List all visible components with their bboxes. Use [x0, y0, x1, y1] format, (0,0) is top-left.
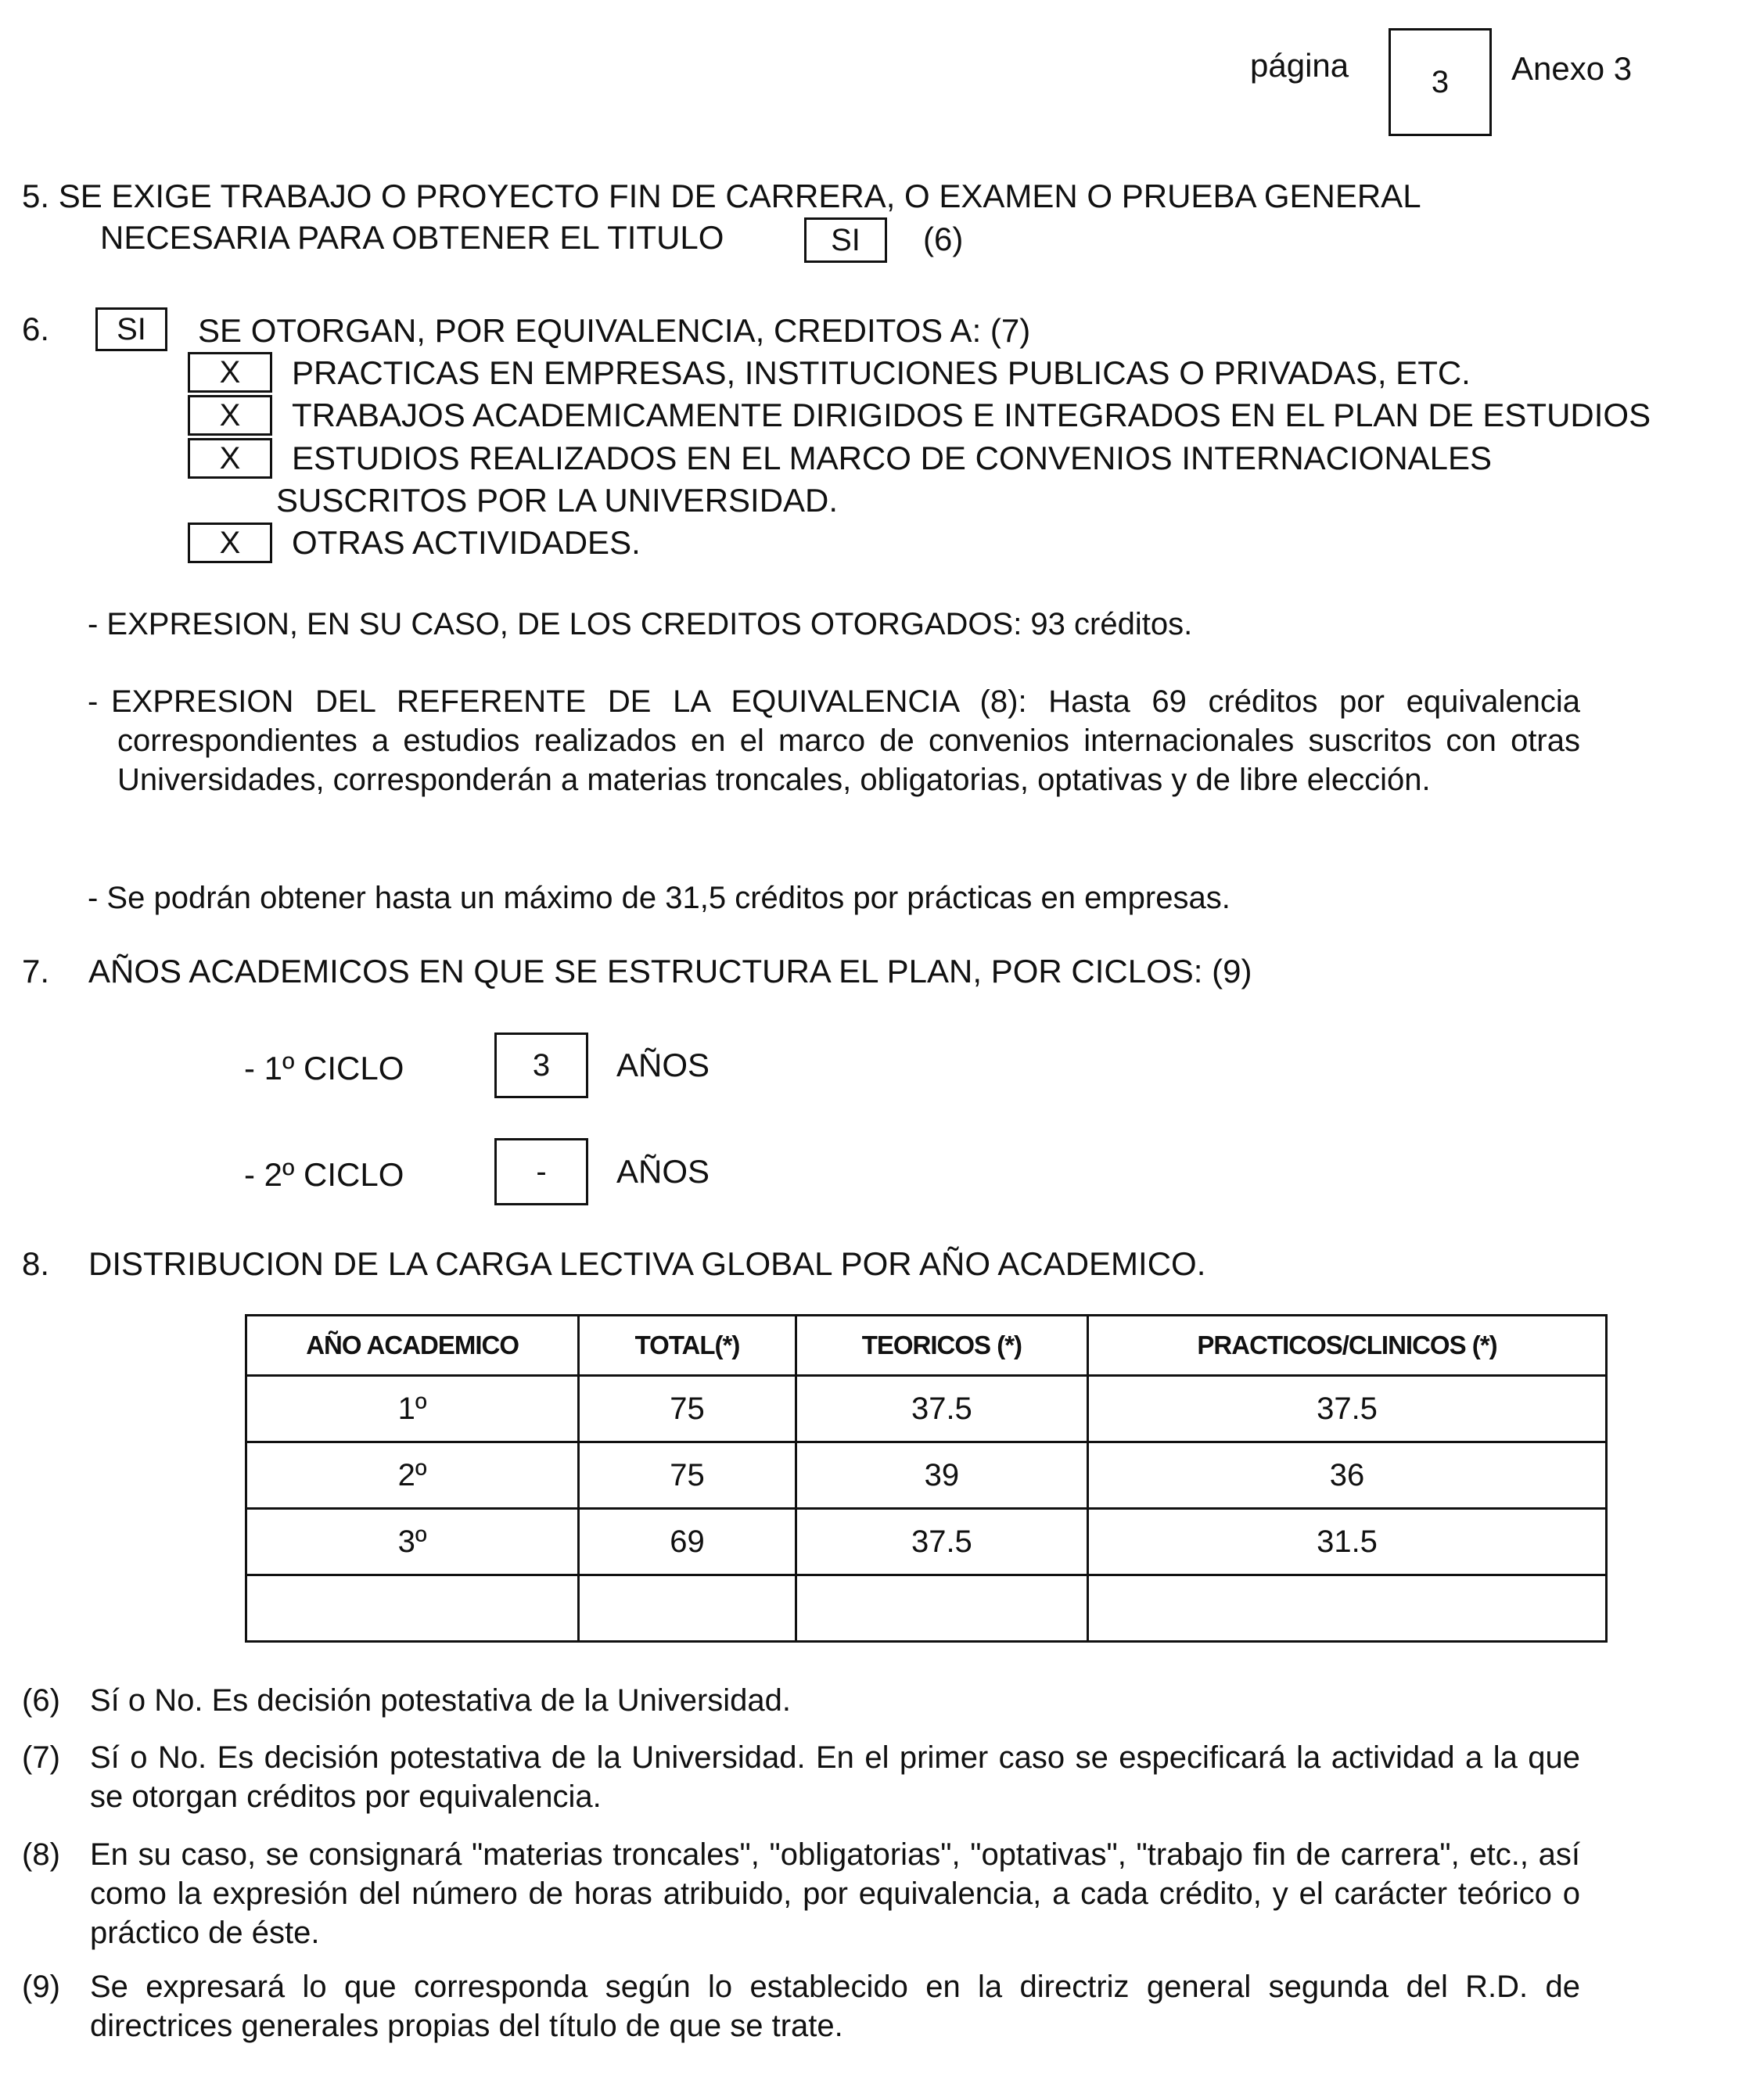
header-practicos: PRACTICOS/CLINICOS (*): [1088, 1316, 1607, 1376]
table-row: [246, 1442, 1607, 1509]
table-cell: [796, 1575, 1087, 1642]
checkbox-estudios: [188, 438, 272, 479]
checkbox-estudios-mark: X: [219, 440, 241, 476]
table-cell: 2º: [246, 1442, 579, 1509]
cycle1-label: - 1º CICLO: [244, 1050, 404, 1086]
item-practicas: PRACTICAS EN EMPRESAS, INSTITUCIONES PUBLICAS O PRIVADAS, ETC.: [292, 354, 1471, 391]
page-number: 3: [1431, 64, 1450, 99]
cycle2-value-box: [494, 1138, 588, 1205]
table-cell: 3º: [246, 1509, 579, 1575]
checkbox-practicas-mark: X: [219, 354, 241, 390]
cycle2-label: - 2º CICLO: [244, 1156, 404, 1193]
footnote9-number: (9): [22, 1970, 60, 2004]
table-row: [246, 1509, 1607, 1575]
cycle2-value: -: [536, 1154, 547, 1189]
checkbox-practicas: [188, 352, 272, 393]
section5-line2: NECESARIA PARA OBTENER EL TITULO: [100, 219, 724, 256]
section5-answer-box: [804, 217, 887, 263]
table-cell: 39: [796, 1442, 1087, 1509]
checkbox-otras-mark: X: [219, 525, 241, 560]
item-otras: OTRAS ACTIVIDADES.: [292, 524, 641, 561]
footnote6-text: Sí o No. Es decisión potestativa de la Universidad.: [90, 1683, 792, 1718]
table-row: [246, 1376, 1607, 1442]
checkbox-trabajos: [188, 395, 272, 436]
table-cell: 36: [1088, 1442, 1607, 1509]
table-cell: [246, 1575, 579, 1642]
footnote7-text: Sí o No. Es decisión potestativa de la Universidad. En el primer caso se especificará la actividad a la que se otorgan créditos por equivalencia.: [90, 1740, 1580, 1814]
reference-paragraph: EXPRESION DEL REFERENTE DE LA EQUIVALENCIA (8): Hasta 69 créditos por equivalencia correspondientes a estudios realizados en el marco de convenios internacionales suscritos con otras Universidades, corresponderán a materias troncales, obligatorias, optativas y de libre elección.: [111, 684, 1580, 797]
table-cell: 37.5: [796, 1509, 1087, 1575]
section6-answer-box: [95, 307, 167, 351]
table-cell: 37.5: [1088, 1376, 1607, 1442]
credits-expression: - EXPRESION, EN SU CASO, DE LOS CREDITOS OTORGADOS: 93 créditos.: [88, 607, 1193, 641]
table-header-row: [246, 1316, 1607, 1376]
footnote7-number: (7): [22, 1740, 60, 1775]
item-estudios: ESTUDIOS REALIZADOS EN EL MARCO DE CONVENIOS INTERNACIONALES: [292, 440, 1493, 476]
table-cell: 31.5: [1088, 1509, 1607, 1575]
page-number-box: [1389, 28, 1492, 136]
cycle1-value-box: [494, 1033, 588, 1098]
item-estudios-continuation: SUSCRITOS POR LA UNIVERSIDAD.: [276, 482, 839, 519]
table-cell: 69: [579, 1509, 796, 1575]
table-row: [246, 1575, 1607, 1642]
practicas-note: - Se podrán obtener hasta un máximo de 31,5 créditos por prácticas en empresas.: [88, 881, 1230, 915]
checkbox-trabajos-mark: X: [219, 397, 241, 433]
cycle1-value: 3: [532, 1047, 551, 1083]
section5-note: (6): [923, 221, 964, 257]
item-trabajos: TRABAJOS ACADEMICAMENTE DIRIGIDOS E INTEGRADOS EN EL PLAN DE ESTUDIOS: [292, 397, 1651, 433]
section6-answer: SI: [117, 311, 146, 347]
header-total: TOTAL(*): [579, 1316, 796, 1376]
cycle2-unit: AÑOS: [616, 1153, 710, 1190]
section6-title: SE OTORGAN, POR EQUIVALENCIA, CREDITOS A: (7): [198, 312, 1031, 349]
table-cell: 75: [579, 1442, 796, 1509]
table-cell: 1º: [246, 1376, 579, 1442]
footnote8-text: En su caso, se consignará "materias troncales", "obligatorias", "optativas", "trabajo fin de carrera", etc., así como la expresión del número de horas atribuido, por equivalencia, a cada crédito, y el carácter teórico o práctico de éste.: [90, 1837, 1580, 1950]
footnote9-text: Se expresará lo que corresponda según lo establecido en la directriz general segunda del R.D. de directrices generales propias del título de que se trate.: [90, 1970, 1580, 2043]
header-ano: AÑO ACADEMICO: [246, 1316, 579, 1376]
reference-dash: -: [88, 684, 99, 719]
annex-label: Anexo 3: [1511, 50, 1633, 87]
checkbox-otras: [188, 523, 272, 563]
section6-number: 6.: [22, 311, 50, 347]
section8-number: 8.: [22, 1245, 50, 1282]
section5-line1: 5. SE EXIGE TRABAJO O PROYECTO FIN DE CARRERA, O EXAMEN O PRUEBA GENERAL: [22, 178, 1421, 214]
section8-title: DISTRIBUCION DE LA CARGA LECTIVA GLOBAL POR AÑO ACADEMICO.: [88, 1245, 1206, 1282]
section5-answer: SI: [831, 222, 860, 257]
table-cell: [1088, 1575, 1607, 1642]
footnote8-number: (8): [22, 1837, 60, 1872]
section7-title: AÑOS ACADEMICOS EN QUE SE ESTRUCTURA EL PLAN, POR CICLOS: (9): [88, 953, 1252, 989]
footnote6-number: (6): [22, 1683, 60, 1718]
table-cell: 75: [579, 1376, 796, 1442]
table-cell: 37.5: [796, 1376, 1087, 1442]
page-label: página: [1250, 47, 1349, 84]
carga-lectiva-table: [245, 1314, 1608, 1643]
cycle1-unit: AÑOS: [616, 1047, 710, 1083]
header-teoricos: TEORICOS (*): [796, 1316, 1087, 1376]
table-cell: [579, 1575, 796, 1642]
section7-number: 7.: [22, 953, 50, 989]
